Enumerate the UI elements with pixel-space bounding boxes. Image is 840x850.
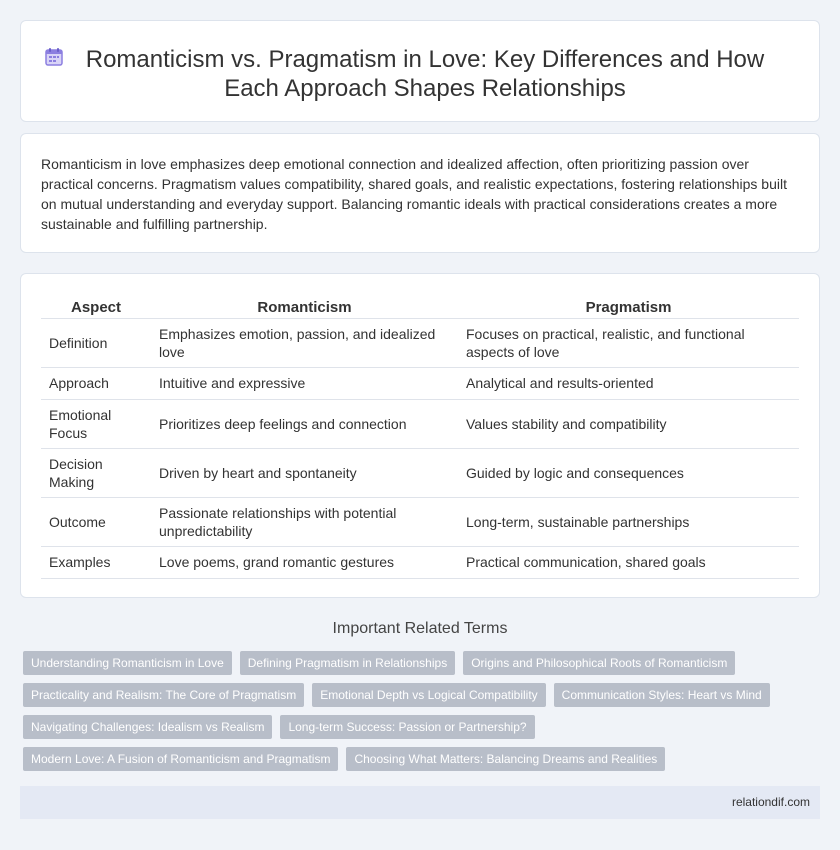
table-cell: Focuses on practical, realistic, and functional aspects of love (458, 318, 799, 367)
table-cell: Passionate relationships with potential unpredictability (151, 497, 458, 546)
related-terms-title: Important Related Terms (332, 620, 508, 637)
table-row (41, 399, 799, 448)
table-row (41, 318, 799, 367)
related-term-tag[interactable]: Defining Pragmatism in Relationships (240, 651, 455, 675)
table-header-row (41, 294, 799, 318)
title-card (20, 20, 820, 122)
table-cell: Approach (41, 367, 151, 399)
related-term-tag[interactable]: Choosing What Matters: Balancing Dreams and Realities (346, 747, 665, 771)
table-cell: Long-term, sustainable partnerships (458, 497, 799, 546)
comparison-table (41, 294, 799, 579)
table-cell: Examples (41, 546, 151, 578)
intro-card (20, 133, 820, 253)
header-pragmatism: Pragmatism (458, 294, 799, 318)
related-term-tag[interactable]: Navigating Challenges: Idealism vs Realism (23, 715, 272, 739)
header-romanticism: Romanticism (151, 294, 458, 318)
table-cell: Prioritizes deep feelings and connection (151, 399, 458, 448)
table-row (41, 546, 799, 578)
related-term-tag[interactable]: Understanding Romanticism in Love (23, 651, 232, 675)
footer-site-link[interactable]: relationdif.com (731, 795, 810, 809)
table-cell: Emotional Focus (41, 399, 151, 448)
header-aspect: Aspect (41, 294, 151, 318)
table-cell: Love poems, grand romantic gestures (151, 546, 458, 578)
page-title: Romanticism vs. Pragmatism in Love: Key Differences and How Each Approach Shapes Relationships (85, 46, 765, 102)
related-term-tag[interactable]: Practicality and Realism: The Core of Pragmatism (23, 683, 304, 707)
related-term-tag[interactable]: Long-term Success: Passion or Partnership? (280, 715, 534, 739)
related-terms-list (23, 651, 813, 771)
footer (20, 786, 820, 819)
table-cell: Outcome (41, 497, 151, 546)
table-cell: Intuitive and expressive (151, 367, 458, 399)
table-row (41, 448, 799, 497)
related-term-tag[interactable]: Modern Love: A Fusion of Romanticism and Pragmatism (23, 747, 338, 771)
table-row (41, 367, 799, 399)
table-cell: Values stability and compatibility (458, 399, 799, 448)
intro-paragraph: Romanticism in love emphasizes deep emotional connection and idealized affection, often prioritizing passion over practical concerns. Pragmatism values compatibility, shared goals, and realistic expectations, fostering relationships built on mutual understanding and everyday support. Balancing romantic ideals with practical considerations creates a more sustainable and fulfilling partnership. (41, 156, 787, 232)
table-cell: Analytical and results-oriented (458, 367, 799, 399)
table-cell: Driven by heart and spontaneity (151, 448, 458, 497)
table-cell: Decision Making (41, 448, 151, 497)
table-cell: Emphasizes emotion, passion, and idealized love (151, 318, 458, 367)
table-cell: Definition (41, 318, 151, 367)
related-term-tag[interactable]: Emotional Depth vs Logical Compatibility (312, 683, 545, 707)
table-cell: Guided by logic and consequences (458, 448, 799, 497)
related-term-tag[interactable]: Communication Styles: Heart vs Mind (554, 683, 770, 707)
table-cell: Practical communication, shared goals (458, 546, 799, 578)
comparison-card (20, 273, 820, 598)
table-row (41, 497, 799, 546)
related-term-tag[interactable]: Origins and Philosophical Roots of Romanticism (463, 651, 735, 675)
